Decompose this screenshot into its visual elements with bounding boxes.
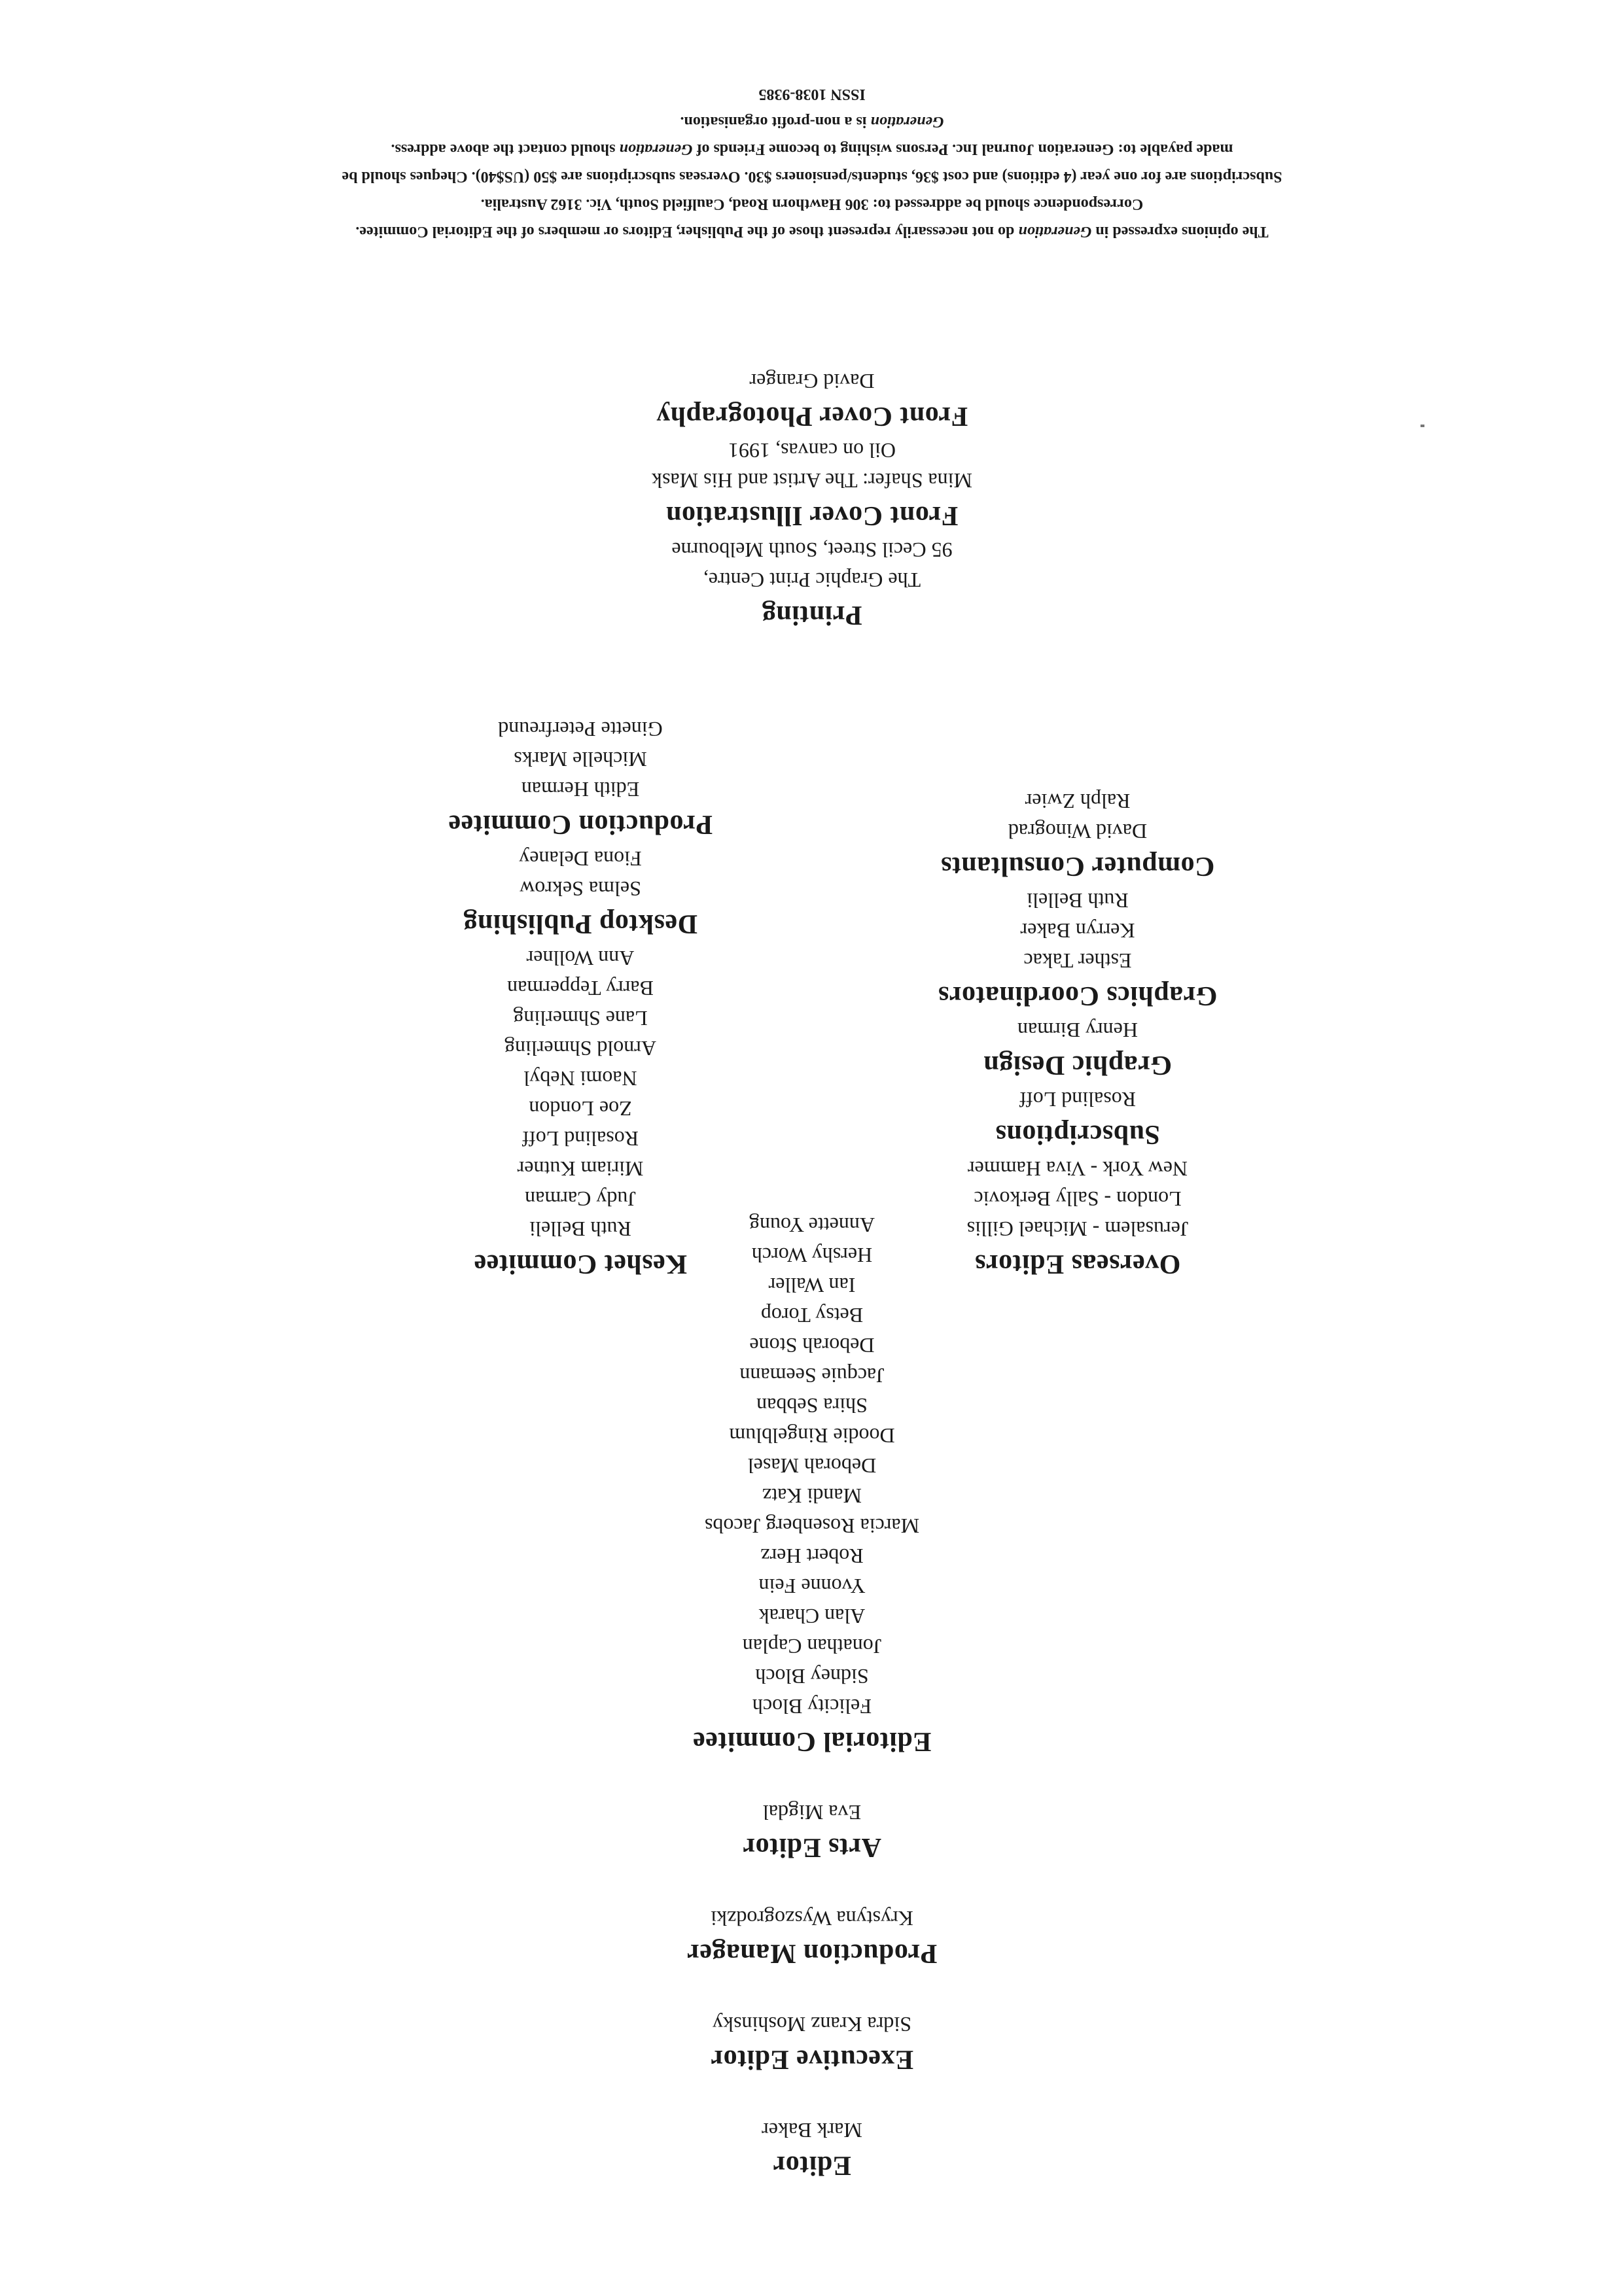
credit-name: Edith Herman	[521, 778, 640, 801]
credit-name: Oil on canvas, 1991	[728, 439, 896, 462]
credit-name: Betsy Torop	[760, 1304, 864, 1327]
credit-name: The Graphic Print Centre,	[703, 568, 921, 592]
section-spacer	[687, 1867, 938, 1904]
credit-name: Lane Shmerling	[513, 1007, 648, 1030]
credit-name: Rosalind Loff	[521, 1127, 639, 1151]
footer-issn: ISSN 1038-9385	[758, 86, 866, 103]
section-heading: Executive Editor	[710, 2044, 914, 2074]
section-heading: Editorial Commitee	[692, 1726, 932, 1756]
credit-name: Miriam Kutner	[517, 1157, 644, 1181]
section-heading: Subscriptions	[995, 1119, 1160, 1149]
section-heading: Production Manager	[686, 1938, 938, 1968]
credit-name: New York - Viva Hammer	[967, 1157, 1188, 1181]
credit-name: Jonathan Caplan	[742, 1635, 882, 1658]
main-credits-column	[687, 1210, 938, 2185]
credit-name: Henry Birman	[1017, 1018, 1138, 1042]
section-heading: Arts Editor	[743, 1832, 881, 1862]
credit-name: London - Sally Berkovic	[974, 1187, 1182, 1211]
credit-name: 95 Cecil Street, South Melbourne	[671, 538, 953, 562]
section-heading: Keshet Commitee	[474, 1249, 687, 1279]
credit-name: Annette Young	[749, 1213, 875, 1237]
credit-name: Yvonne Fein	[758, 1574, 866, 1598]
printing-cover-credits	[652, 366, 972, 635]
credit-name: Fiona Delaney	[519, 847, 642, 871]
credit-name: Kerryn Baker	[1020, 919, 1135, 943]
section-spacer	[687, 2079, 938, 2115]
footer-subscriptions: Subscriptions are for one year (4 editions) and cost $36, students/pensioners $30. Overseas subscriptions are $50 (US$40). Cheques should be	[342, 168, 1282, 185]
credit-name: Doodie Ringelblum	[729, 1424, 895, 1448]
credit-name: Marcia Rosenberg Jacobs	[704, 1514, 920, 1538]
credit-name: Mark Baker	[762, 2119, 862, 2142]
credit-name: Ruth Belleli	[529, 1217, 631, 1241]
credit-name: Ian Waller	[768, 1274, 856, 1297]
credit-name: Barry Tepperman	[507, 977, 654, 1000]
credit-name: Ralph Zwier	[1025, 790, 1131, 813]
credit-name: Naomi Nebyl	[523, 1067, 637, 1090]
scan-speck	[1421, 425, 1424, 427]
credit-name: Sidney Bloch	[755, 1665, 869, 1688]
credit-name: Esther Takac	[1023, 949, 1132, 973]
left-credits-column	[448, 714, 713, 1283]
credit-name: Arnold Shmerling	[504, 1037, 656, 1060]
section-spacer	[687, 1973, 938, 2009]
credit-name: David Winograd	[1008, 820, 1148, 843]
credit-name: Ginette Peterfreund	[498, 718, 663, 741]
credit-name: Judy Carman	[525, 1187, 636, 1211]
credit-name: Michelle Marks	[514, 748, 647, 771]
credit-name: Selma Sekrow	[520, 877, 641, 901]
credit-name: Jacquie Seemann	[739, 1364, 885, 1387]
footer-payment: made payable to: Generation Journal Inc. Persons wishing to become Friends of Generation should contact the above address.	[391, 141, 1233, 158]
credit-name: Mandi Katz	[762, 1484, 862, 1508]
credit-name: Felicity Bloch	[752, 1695, 872, 1718]
credit-name: Krystyna Wyszogrodzki	[711, 1907, 913, 1930]
section-heading: Graphic Design	[983, 1050, 1173, 1080]
section-heading: Editor	[773, 2150, 851, 2180]
section-heading: Overseas Editors	[974, 1249, 1181, 1279]
credit-name: Zoe London	[529, 1097, 632, 1121]
section-heading: Graphics Coordinators	[938, 981, 1218, 1011]
credit-name: Mina Shafer: The Artist and His Mask	[651, 469, 973, 493]
credit-name: Hershy Worch	[751, 1244, 873, 1267]
credit-name: David Granger	[749, 370, 875, 393]
right-credits-column	[938, 786, 1217, 1283]
section-heading: Computer Consultants	[940, 851, 1215, 881]
section-heading: Production Commitee	[448, 809, 713, 839]
credit-name: Deborah Masel	[747, 1454, 877, 1478]
credit-name: Jerusalem - Michael Gillis	[966, 1217, 1189, 1241]
credit-name: Rosalind Loff	[1019, 1088, 1137, 1111]
publication-footer	[0, 80, 1624, 245]
credit-name: Robert Herz	[760, 1544, 864, 1568]
credit-name: Ruth Belleli	[1027, 889, 1129, 913]
section-heading: Front Cover Photography	[656, 401, 968, 431]
credit-name: Deborah Stone	[749, 1334, 875, 1357]
section-heading: Desktop Publishing	[463, 909, 697, 939]
footer-disclaimer: The opinions expressed in Generation do not necessarily represent those of the Publisher, Editors or members of the Editorial Commitee.	[355, 223, 1269, 240]
credit-name: Ann Wollner	[526, 947, 635, 970]
credit-name: Eva Migdal	[762, 1801, 862, 1824]
footer-correspondence: Correspondence should be addressed to: 306 Hawthorn Road, Caulfield South, Vic. 3162 Australia.	[480, 196, 1144, 213]
credit-name: Sidra Kranz Moshinsky	[713, 2013, 911, 2036]
section-heading: Printing	[762, 600, 862, 630]
section-heading: Front Cover Illustration	[665, 500, 959, 531]
credit-name: Shira Sebban	[756, 1394, 868, 1418]
credit-name: Alan Charak	[758, 1605, 866, 1628]
section-spacer	[687, 1761, 938, 1798]
footer-non-profit: Generation is a non-profit organisation.	[680, 113, 944, 130]
